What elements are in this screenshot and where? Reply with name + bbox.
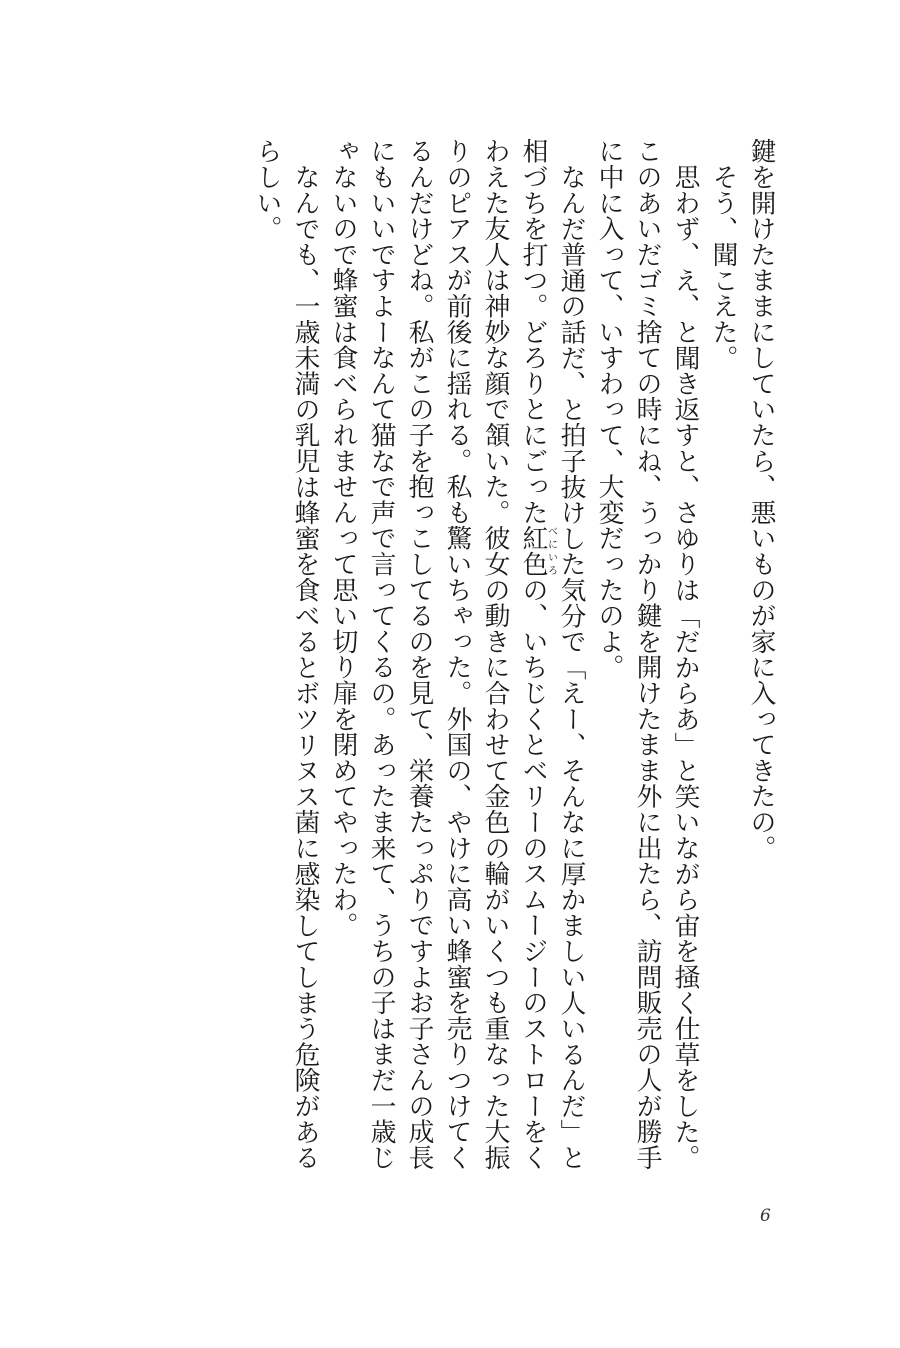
ruby-annotation (518, 525, 557, 577)
paragraph-1: 鍵を開けたままにしていたら、悪いものが家に入ってきたの。 (746, 138, 776, 861)
paragraph-4-after-ruby: の、いちじくとベリーのスムージーのストローをくわえた友人は神妙な顔で頷いた。彼女の動きに合わせて金色の輪がいくつも重なった大振りのピアスが前後に揺れる。私も驚いちゃった。外国の、やけに高い蜂蜜を売りつけてくるんだけどね。私がこの子を抱っこしてるのを見て、栄養たっぷりですよお子さんの成長にもいいですよーなんて猫なで声で言ってくるの。あったま来て、うちの子はまだ一歳じゃないので蜂蜜は食べられませんって思い切り扉を閉めてやったわ。 (328, 138, 548, 1171)
paragraph-2: そう、聞こえた。 (708, 163, 738, 371)
body-text (120, 138, 780, 1178)
page-number: 6 (760, 1206, 771, 1226)
paragraph-4 (324, 138, 590, 1178)
ruby-reading: べにいろ (545, 525, 557, 577)
ruby-base: 紅色 (518, 525, 548, 577)
paragraph-5: なんでも、一歳未満の乳児は蜂蜜を食べるとボツリヌス菌に感染してしまう危険があるらしい。 (252, 138, 320, 1170)
paragraph-3: 思わず、え、と聞き返すと、さゆりは「だからあ」と笑いながら宙を掻く仕草をした。このあいだゴミ捨ての時にね、うっかり鍵を開けたまま外に出たら、訪問販売の人が勝手に中に入って、いすわって、大変だったのよ。 (594, 138, 700, 1170)
paragraph-4-before-ruby: なんだ普通の話だ、と拍子抜けした気分で「えー、そんなに厚かましい人いるんだ」と相づちを打つ。どろりとにごった (518, 138, 586, 1170)
